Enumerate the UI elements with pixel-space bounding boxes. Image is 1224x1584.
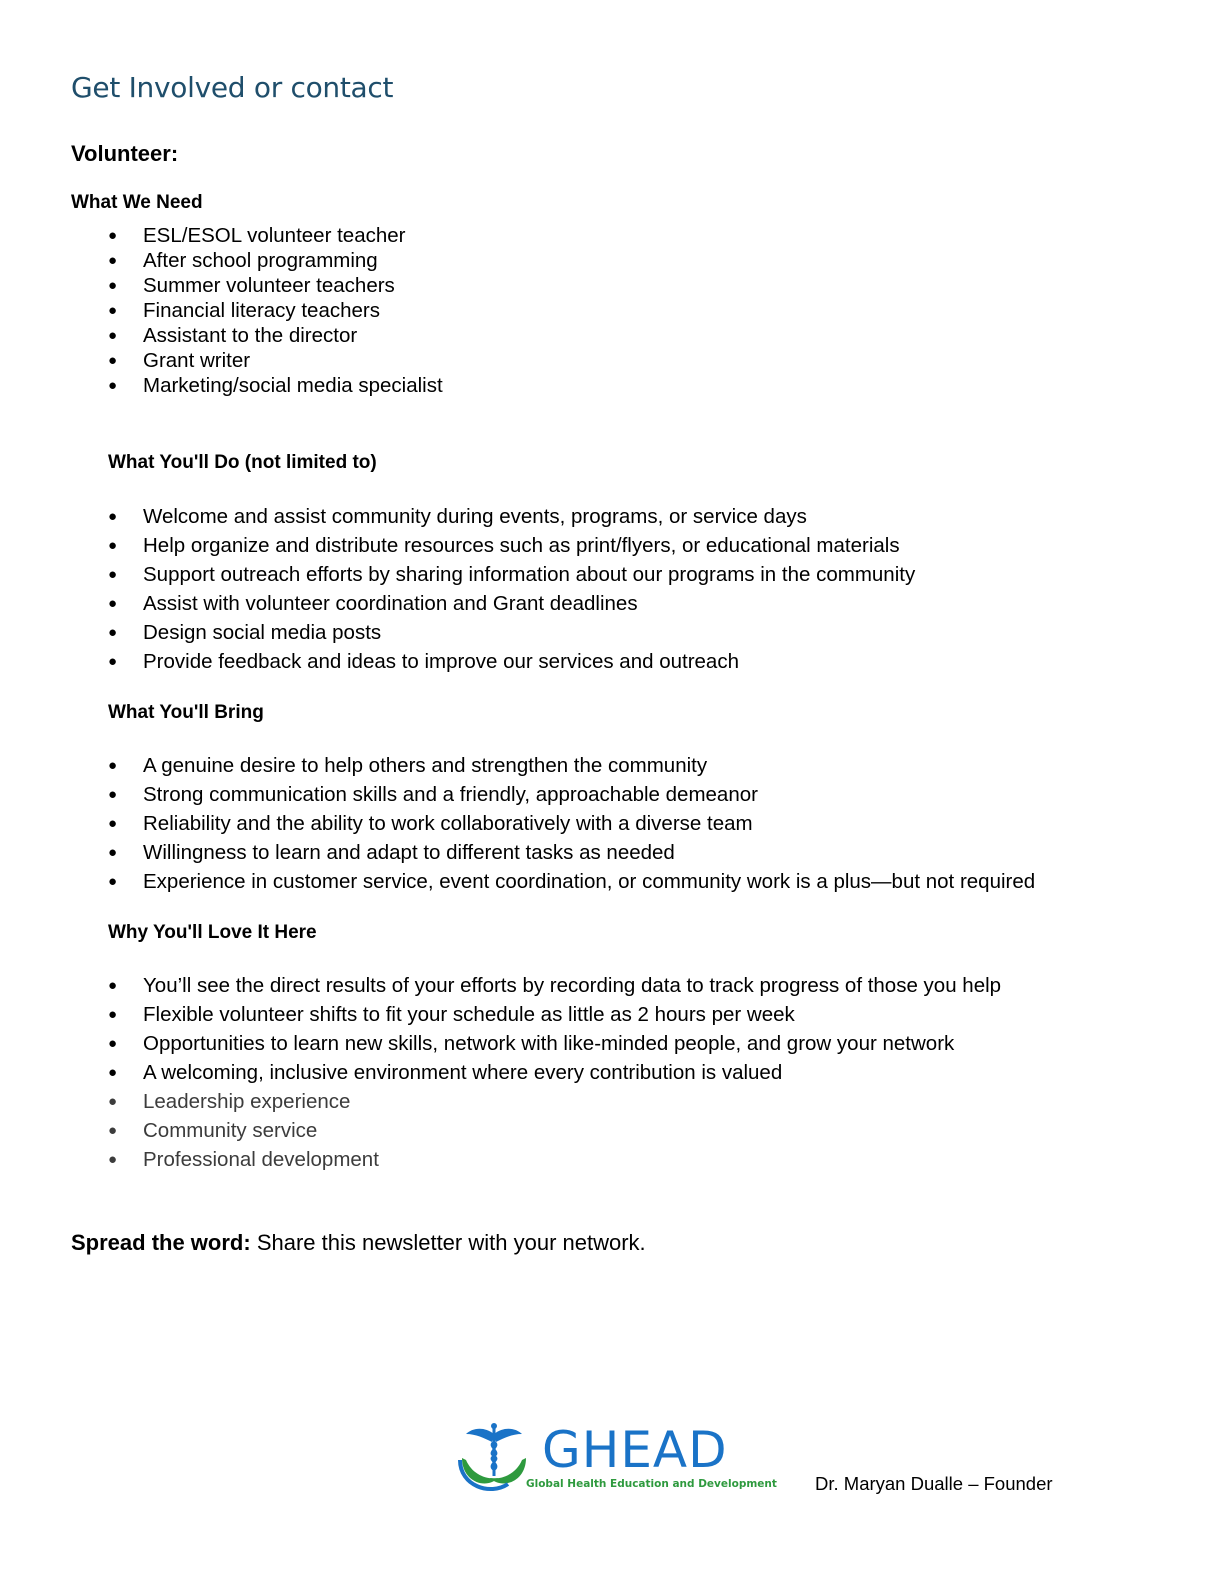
list-item: ● After school programming <box>108 249 378 272</box>
list-item: ● Support outreach efforts by sharing information about our programs in the community <box>108 563 916 586</box>
list-item: ● Summer volunteer teachers <box>108 274 395 297</box>
list-item: ● Professional development <box>108 1148 379 1171</box>
list-item: ● Financial literacy teachers <box>108 299 380 322</box>
list-item: ● Assistant to the director <box>108 324 358 347</box>
list-item: ● Marketing/social media specialist <box>108 374 443 397</box>
list-item: ● You’ll see the direct results of your efforts by recording data to track progress of those you help <box>108 974 1002 997</box>
ghead-logo <box>456 1420 777 1494</box>
founder-signature: Dr. Maryan Dualle – Founder <box>815 1473 1053 1494</box>
list-item: ● Community service <box>108 1119 318 1142</box>
need-list <box>108 223 443 398</box>
list-item: ● Welcome and assist community during events, programs, or service days <box>108 505 807 528</box>
list-item: ● Reliability and the ability to work collaboratively with a diverse team <box>108 812 753 835</box>
bring-heading: What You'll Bring <box>108 702 264 723</box>
list-item: ● Design social media posts <box>108 621 382 644</box>
list-item: ● Leadership experience <box>108 1090 351 1113</box>
do-list <box>108 502 915 676</box>
spread-label: Spread the word: <box>71 1230 251 1255</box>
list-item: ● Experience in customer service, event coordination, or community work is a plus—but not required <box>108 870 1036 893</box>
list-item: ● Willingness to learn and adapt to different tasks as needed <box>108 841 675 864</box>
list-item: ● A welcoming, inclusive environment where every contribution is valued <box>108 1061 783 1084</box>
list-item: ● Opportunities to learn new skills, network with like-minded people, and grow your network <box>108 1032 955 1055</box>
spread-text: Share this newsletter with your network. <box>256 1230 646 1255</box>
volunteer-heading: Volunteer: <box>71 141 179 166</box>
page-title: Get Involved or contact <box>71 71 394 104</box>
love-list <box>108 971 1001 1174</box>
list-item: ● Help organize and distribute resources such as print/flyers, or educational materials <box>108 534 900 557</box>
list-item: ● Grant writer <box>108 349 251 372</box>
spread-the-word <box>71 1230 646 1256</box>
logo-tagline: Global Health Education and Development <box>526 1478 777 1490</box>
need-heading: What We Need <box>71 192 203 213</box>
do-heading: What You'll Do (not limited to) <box>108 452 377 473</box>
list-item: ● Flexible volunteer shifts to fit your schedule as little as 2 hours per week <box>108 1003 795 1026</box>
list-item: ● ESL/ESOL volunteer teacher <box>108 224 406 247</box>
logo-wordmark: GHEAD <box>542 1421 728 1479</box>
bring-list <box>108 751 1035 896</box>
list-item: ● Provide feedback and ideas to improve our services and outreach <box>108 650 739 673</box>
list-item: ● Strong communication skills and a friendly, approachable demeanor <box>108 783 758 806</box>
love-heading: Why You'll Love It Here <box>108 922 317 943</box>
list-item: ● A genuine desire to help others and strengthen the community <box>108 754 708 777</box>
list-item: ● Assist with volunteer coordination and Grant deadlines <box>108 592 638 615</box>
